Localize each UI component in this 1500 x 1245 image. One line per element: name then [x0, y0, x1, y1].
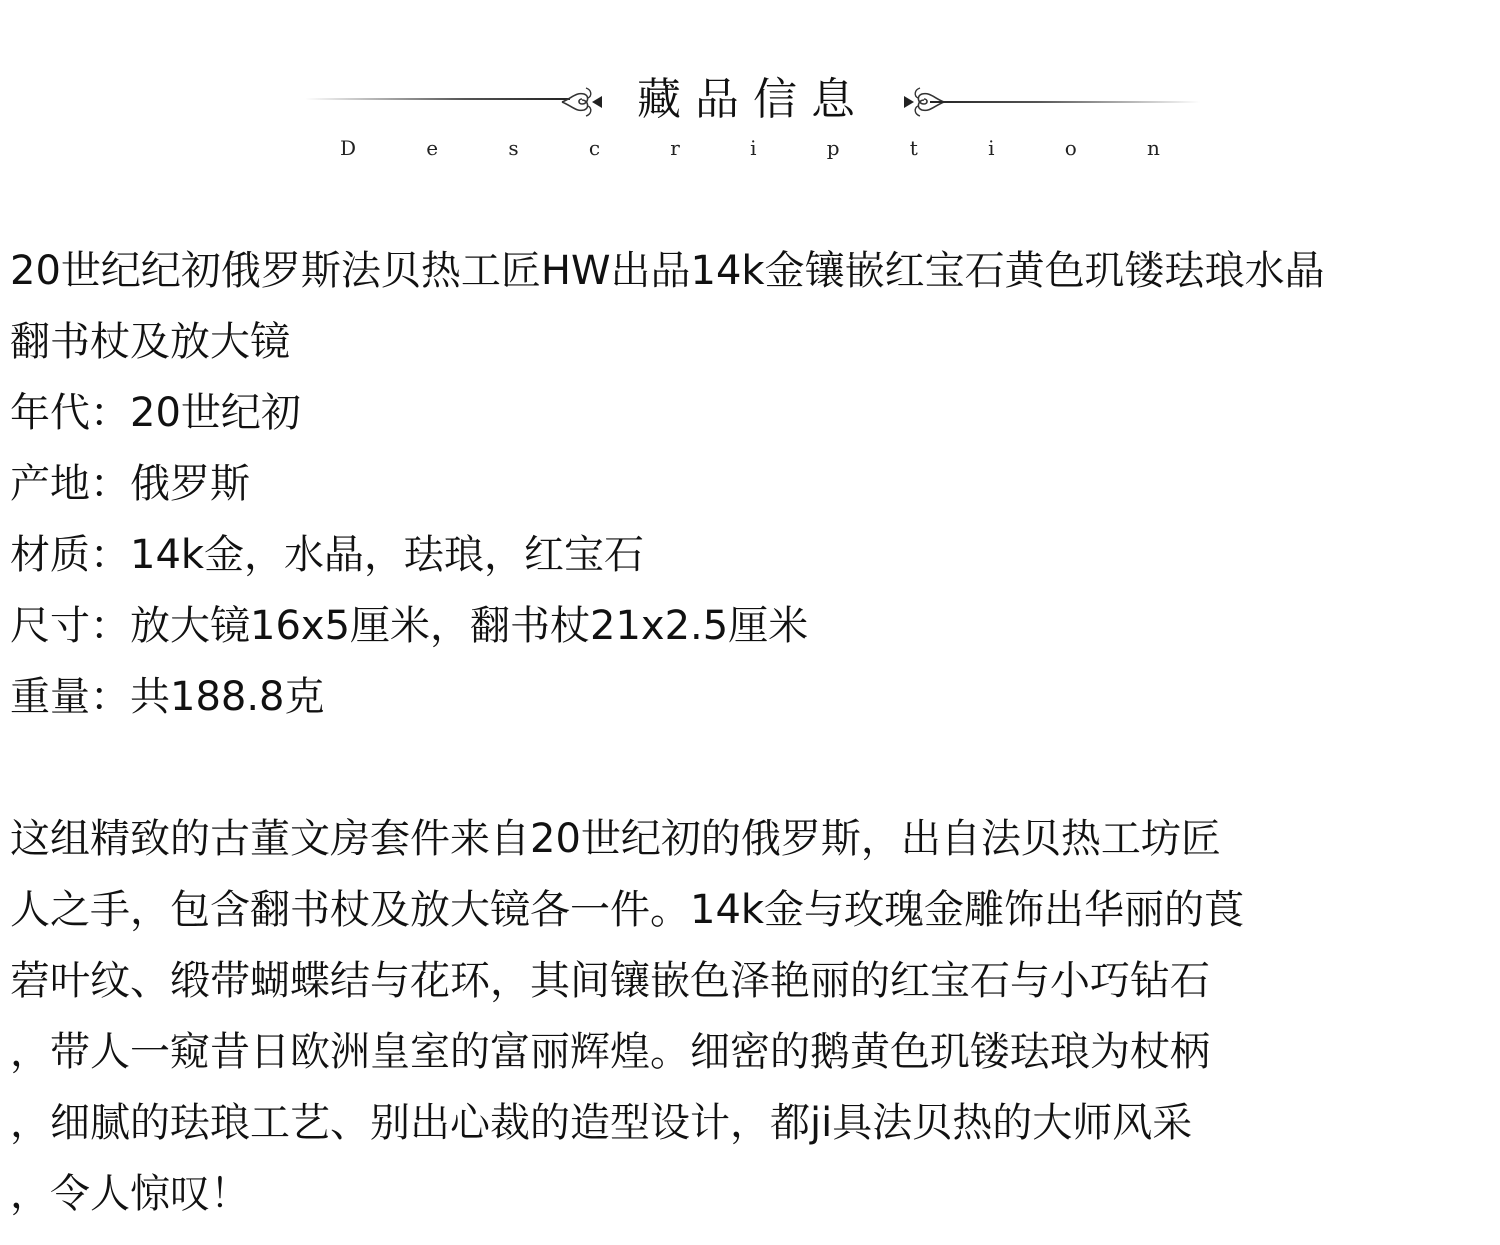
- flourish-ornament-icon: [558, 78, 606, 126]
- subtitle-letter: s: [508, 136, 519, 160]
- field-size: [10, 591, 1490, 662]
- field-label: 材质：: [10, 532, 130, 578]
- field-era: [10, 378, 1490, 449]
- subtitle-letter: r: [670, 136, 680, 160]
- field-value: 共188.8克: [130, 674, 325, 720]
- subtitle-letter: n: [1146, 136, 1160, 160]
- section-subtitle: [340, 136, 1160, 160]
- subtitle-letter: i: [750, 136, 757, 160]
- subtitle-letter: D: [340, 136, 357, 160]
- subtitle-letter: e: [426, 136, 439, 160]
- item-title-line: 翻书杖及放大镜: [10, 319, 290, 365]
- paragraph-spacer: [10, 733, 1490, 804]
- item-content: [10, 236, 1490, 1230]
- subtitle-letter: c: [588, 136, 601, 160]
- subtitle-letter: p: [826, 136, 840, 160]
- field-label: 重量：: [10, 674, 130, 720]
- decorative-line-right: [930, 101, 1200, 103]
- item-title-line: 20世纪纪初俄罗斯法贝热工匠HW出品14k金镶嵌红宝石黄色玑镂珐琅水晶: [10, 248, 1325, 294]
- field-value: 俄罗斯: [130, 461, 250, 507]
- description-line: ，细腻的珐琅工艺、别出心裁的造型设计，都ji具法贝热的大师风采: [10, 1100, 1193, 1146]
- field-material: [10, 520, 1490, 591]
- subtitle-letter: i: [988, 136, 995, 160]
- description-line: 人之手，包含翻书杖及放大镜各一件。14k金与玫瑰金雕饰出华丽的莨: [10, 887, 1245, 933]
- decorative-line-left: [305, 98, 570, 100]
- section-title: 藏品信息: [637, 74, 869, 125]
- description-line: ，带人一窥昔日欧洲皇室的富丽辉煌。细密的鹅黄色玑镂珐琅为杖柄: [10, 1029, 1210, 1075]
- description-line: ，令人惊叹！: [10, 1171, 250, 1217]
- subtitle-letter: o: [1064, 136, 1077, 160]
- section-header: [0, 0, 1500, 190]
- field-label: 尺寸：: [10, 603, 130, 649]
- subtitle-letter: t: [909, 136, 918, 160]
- description-line: 这组精致的古董文房套件来自20世纪初的俄罗斯，出自法贝热工坊匠: [10, 816, 1221, 862]
- field-value: 20世纪初: [130, 390, 301, 436]
- field-value: 放大镜16x5厘米，翻书杖21x2.5厘米: [130, 603, 809, 649]
- field-weight: [10, 662, 1490, 733]
- field-label: 产地：: [10, 461, 130, 507]
- field-label: 年代：: [10, 390, 130, 436]
- field-origin: [10, 449, 1490, 520]
- field-value: 14k金，水晶，珐琅，红宝石: [130, 532, 645, 578]
- description-line: 菪叶纹、缎带蝴蝶结与花环，其间镶嵌色泽艳丽的红宝石与小巧钻石: [10, 958, 1210, 1004]
